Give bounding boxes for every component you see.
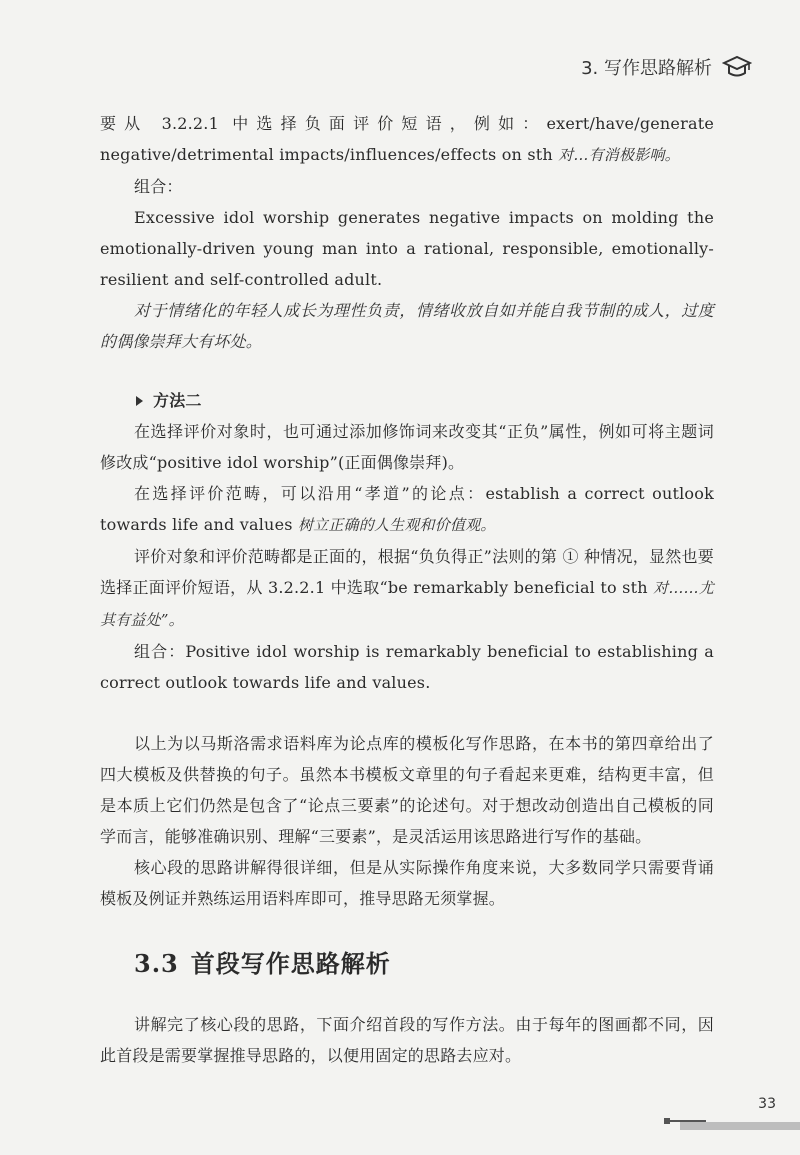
handwritten-gloss: 树立正确的人生观和价值观。: [297, 516, 496, 534]
footer-bar: [680, 1122, 800, 1130]
page-number: 33: [758, 1096, 776, 1112]
paragraph-text: 要从 3.2.2.1 中选择负面评价短语，例如：exert/have/generate negative/detrimental impacts/influences/effects on sth: [100, 114, 714, 164]
paragraph-text: 在选择评价范畴，可以沿用“孝道”的论点：establish a correct outlook towards life and values: [100, 484, 714, 534]
page-body: [100, 108, 714, 1071]
paragraph: 核心段的思路讲解得很详细，但是从实际操作角度来说，大多数同学只需要背诵模板及例证并熟练运用语料库即可，推导思路无须掌握。: [100, 858, 714, 908]
chapter-title: 3. 写作思路解析: [581, 58, 712, 79]
footer-dot: [664, 1118, 670, 1124]
paragraph: [100, 108, 714, 171]
running-header: [581, 54, 752, 80]
paragraph: [100, 478, 714, 541]
graduation-cap-icon: [722, 54, 752, 80]
english-example: Excessive idol worship generates negative impacts on molding the emotionally-driven young man into a rational, responsible, emotionally-resilient and self-controlled adult.: [100, 208, 714, 289]
section-heading: [134, 948, 714, 979]
method-heading: [100, 385, 714, 416]
section-number: 3.3: [134, 949, 179, 978]
paragraph: 讲解完了核心段的思路，下面介绍首段的写作方法。由于每年的图画都不同，因此首段是需要掌握推导思路的，以便用固定的思路去应对。: [100, 1015, 714, 1065]
combo-label: 组合：: [134, 177, 183, 196]
paragraph: 组合：Positive idol worship is remarkably beneficial to establishing a correct outlook towards life and values.: [100, 642, 714, 692]
paragraph: [100, 541, 714, 636]
triangle-bullet-icon: [136, 396, 143, 406]
section-title: 首段写作思路解析: [190, 949, 391, 978]
handwritten-gloss: 对…有消极影响。: [558, 146, 680, 164]
footer-rule: [666, 1120, 706, 1122]
method-label: 方法二: [153, 391, 202, 410]
paragraph-text: 评价对象和评价范畴都是正面的，根据“负负得正”法则的第 ① 种情况，显然也要选择正面评价短语，从 3.2.2.1 中选取“be remarkably beneficial to sth: [100, 547, 714, 597]
handwritten-gloss: 对……尤其有益处”。: [100, 579, 714, 629]
chinese-translation: 对于情绪化的年轻人成长为理性负责，情绪收放自如并能自我节制的成人，过度的偶像崇拜大有坏处。: [100, 301, 714, 351]
paragraph: 以上为以马斯洛需求语料库为论点库的模板化写作思路，在本书的第四章给出了四大模板及供替换的句子。虽然本书模板文章里的句子看起来更难，结构更丰富，但是本质上它们仍然是包含了“论点三要素”的论述句。对于想改动创造出自己模板的同学而言，能够准确识别、理解“三要素”，是灵活运用该思路进行写作的基础。: [100, 734, 714, 846]
paragraph: 在选择评价对象时，也可通过添加修饰词来改变其“正负”属性，例如可将主题词修改成“positive idol worship”(正面偶像崇拜)。: [100, 422, 714, 472]
